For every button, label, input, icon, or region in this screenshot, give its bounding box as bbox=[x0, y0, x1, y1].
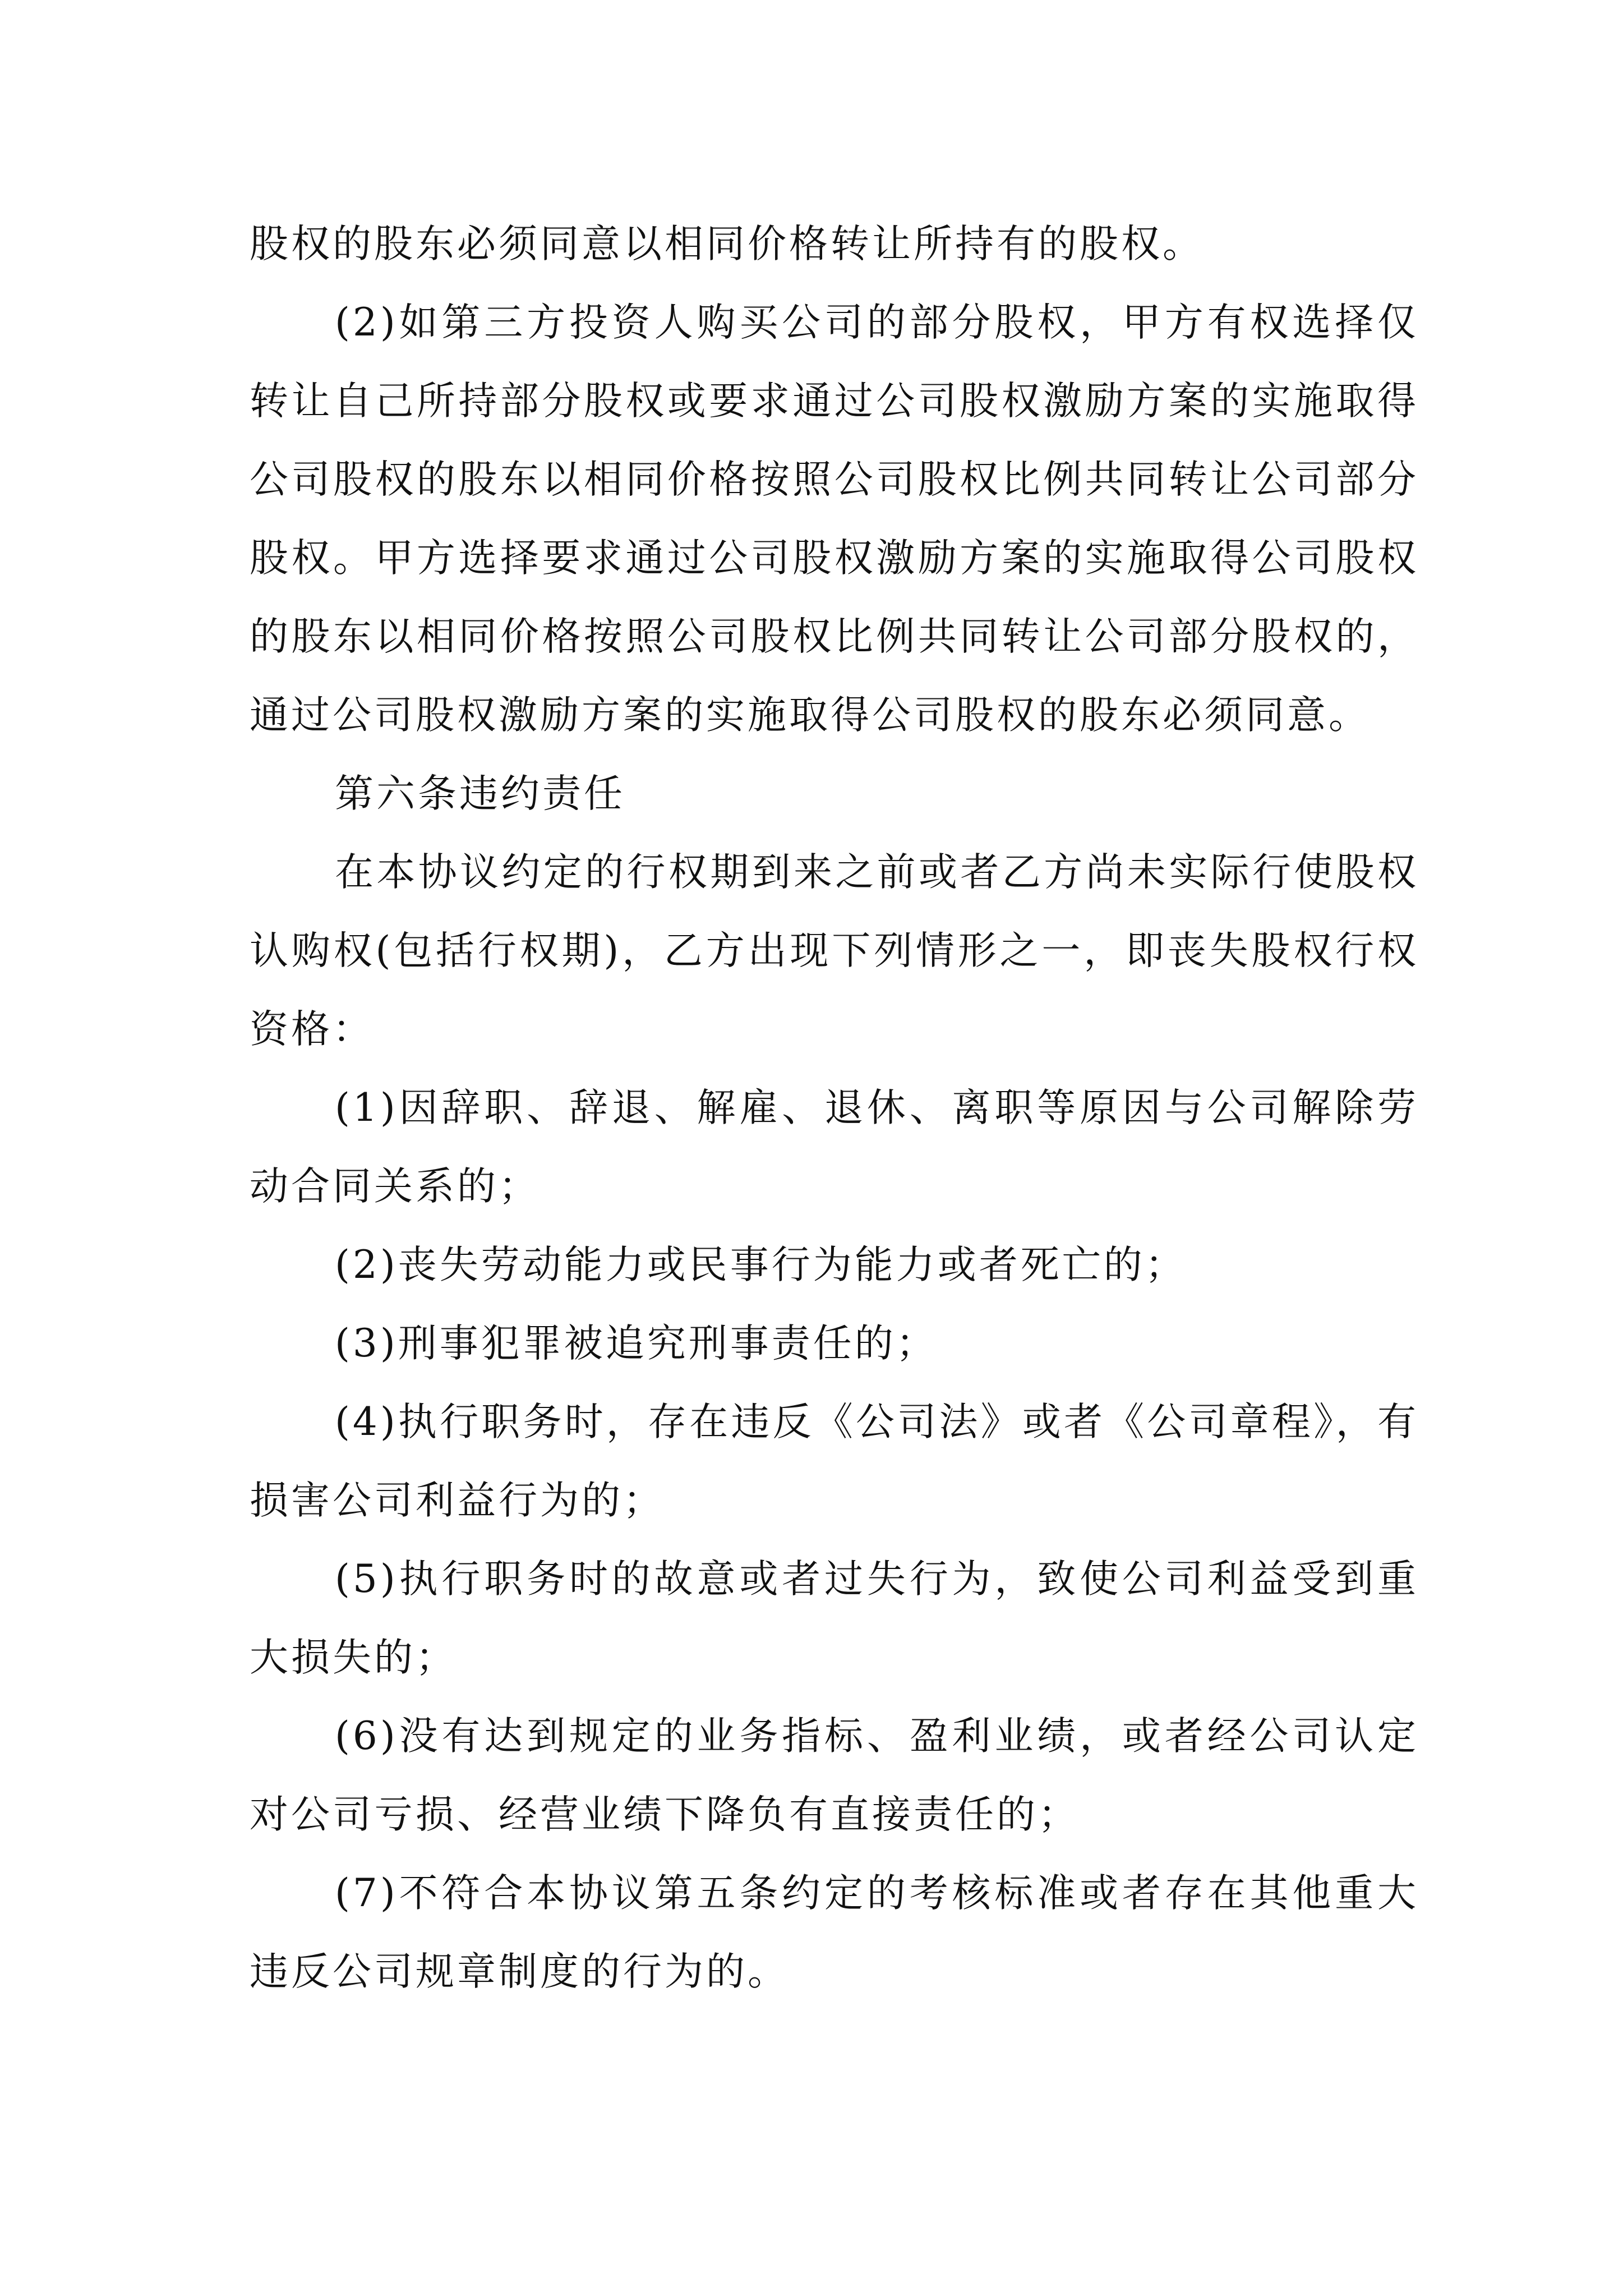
paragraph-clause-2: (2)如第三方投资人购买公司的部分股权，甲方有权选择仅转让自己所持部分股权或要求通过公司股权激励方案的实施取得公司股权的股东以相同价格按照公司股权比例共同转让公司部分股权。甲方选择要求通过公司股权激励方案的实施取得公司股权的股东以相同价格按照公司股权比例共同转让公司部分股权的，通过公司股权激励方案的实施取得公司股权的股东必须同意。 bbox=[250, 300, 1419, 738]
section-heading-article-6: 第六条违约责任 bbox=[335, 771, 625, 816]
document-body bbox=[250, 205, 1419, 2011]
list-item-1: (1)因辞职、辞退、解雇、退休、离职等原因与公司解除劳动合同关系的； bbox=[250, 1085, 1419, 1209]
list-item-4: (4)执行职务时，存在违反《公司法》或者《公司章程》，有损害公司利益行为的； bbox=[250, 1400, 1419, 1523]
paragraph-continuation: 股权的股东必须同意以相同价格转让所持有的股权。 bbox=[250, 222, 1204, 266]
list-item-3: (3)刑事犯罪被追究刑事责任的； bbox=[335, 1321, 938, 1366]
list-item-5: (5)执行职务时的故意或者过失行为，致使公司利益受到重大损失的； bbox=[250, 1557, 1419, 1680]
list-item-2: (2)丧失劳动能力或民事行为能力或者死亡的； bbox=[335, 1243, 1187, 1287]
list-item-7: (7)不符合本协议第五条约定的考核标准或者存在其他重大违反公司规章制度的行为的。 bbox=[250, 1871, 1419, 1994]
list-item-6: (6)没有达到规定的业务指标、盈利业绩，或者经公司认定对公司亏损、经营业绩下降负有直接责任的； bbox=[250, 1714, 1419, 1837]
paragraph-article-6-intro: 在本协议约定的行权期到来之前或者乙方尚未实际行使股权认购权(包括行权期)，乙方出现下列情形之一，即丧失股权行权资格： bbox=[250, 850, 1419, 1052]
